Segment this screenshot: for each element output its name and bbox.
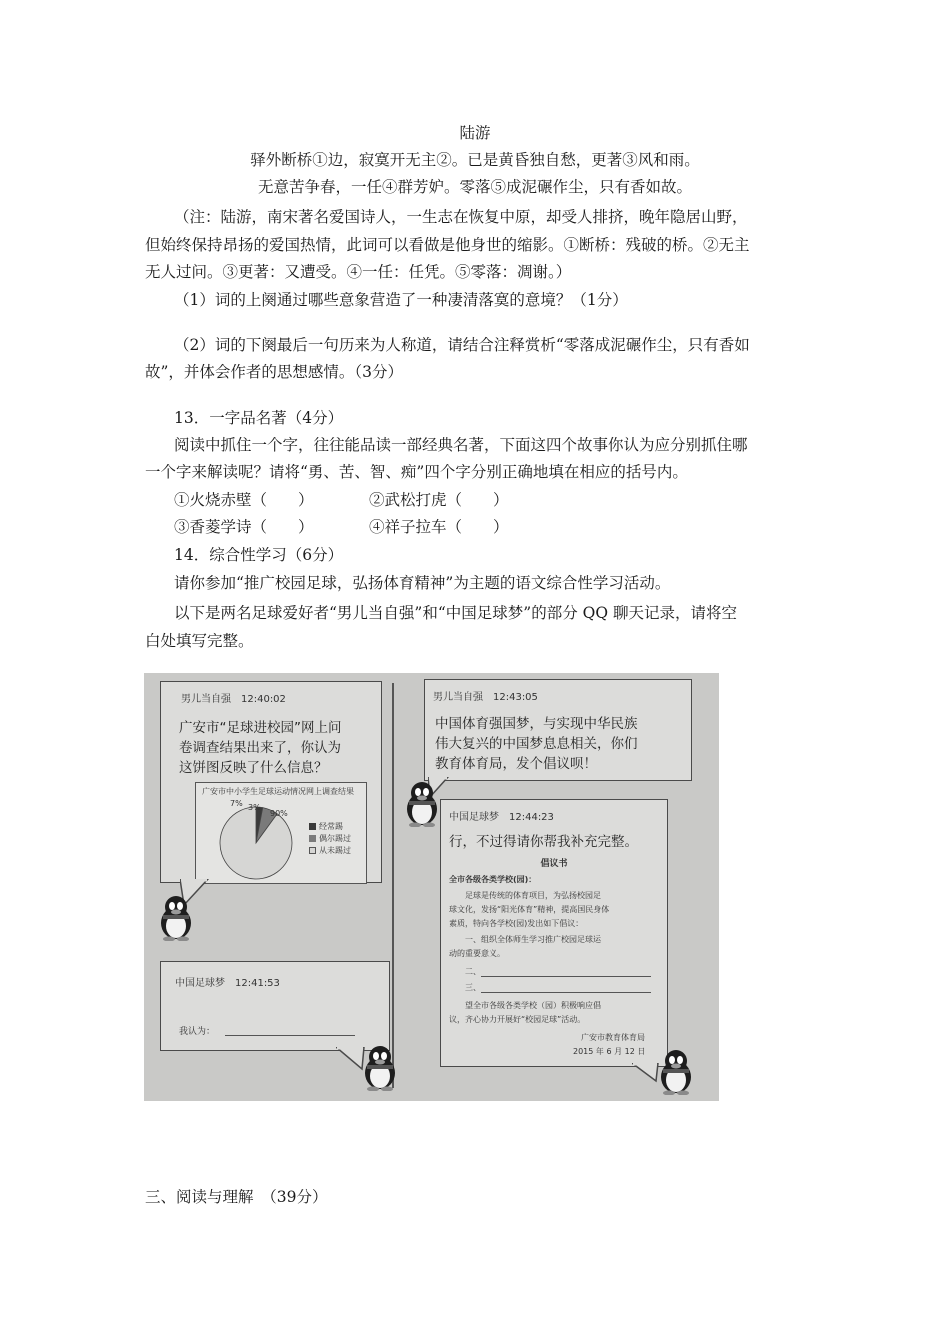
legend-label-2: 偶尔踢过 <box>319 834 351 843</box>
proposal-blank-2 <box>481 976 651 977</box>
q13-item-1: ①火烧赤壁（ ） <box>174 491 314 509</box>
proposal-p5: 动的重要意义。 <box>449 949 505 958</box>
q13-desc-line-1: 阅读中抓住一个字，往往能品读一部经典名著，下面这四个故事你认为应分别抓住哪 <box>174 436 748 454</box>
poem-note-line-1: （注：陆游，南宋著名爱国诗人，一生志在恢复中原，却受人排挤，晚年隐居山野， <box>174 208 748 226</box>
poem-note-line-3: 无人过问。③更著：又遭受。④一任：任凭。⑤零落：凋谢。） <box>145 263 572 281</box>
proposal-blank-3 <box>481 992 651 993</box>
q13-title: 13．一字品名著（4分） <box>174 409 344 427</box>
q13-item-4: ④祥子拉车（ ） <box>369 518 509 536</box>
bubble-1-header: 男儿当自强 12:40:02 <box>181 694 286 705</box>
section-3-heading: 三、阅读与理解 （39分） <box>145 1188 328 1206</box>
proposal-p2: 球文化，发扬“阳光体育”精神，提高国民身体 <box>449 905 610 914</box>
qq-penguin-icon <box>400 779 444 827</box>
bubble-1-line-1: 广安市“足球进校园”网上问 <box>179 720 342 736</box>
q14-title: 14．综合性学习（6分） <box>174 546 344 564</box>
question-2-line-1: （2）词的下阕最后一句历来为人称道，请结合注释赏析“零落成泥碾作尘，只有香如 <box>174 336 750 354</box>
chat-bubble-2 <box>160 961 390 1051</box>
chat-bubble-3 <box>424 679 692 781</box>
poem-line-1: 驿外断桥①边，寂寞开无主②。已是黄昏独自愁，更著③风和雨。 <box>250 151 700 169</box>
bubble-2-answer-line <box>225 1035 355 1036</box>
question-1: （1）词的上阕通过哪些意象营造了一种凄清落寞的意境？（1分） <box>174 291 628 309</box>
bubble-3-line-1: 中国体育强国梦，与实现中华民族 <box>435 716 638 732</box>
proposal-p1: 足球是传统的体育项目，为弘扬校园足 <box>465 891 601 900</box>
proposal-p9: 议，齐心协力开展好“校园足球”活动。 <box>449 1015 586 1024</box>
qq-penguin-icon <box>358 1043 402 1091</box>
bubble-3-line-2: 伟大复兴的中国梦息息相关，你们 <box>435 736 638 752</box>
pie-chart-panel <box>195 782 367 884</box>
pie-title: 广安市中小学生足球运动情况网上调查结果 <box>202 787 354 796</box>
bubble-4-header: 中国足球梦 12:44:23 <box>449 812 554 823</box>
qq-penguin-icon <box>654 1047 698 1095</box>
chat-bubble-1 <box>160 681 382 883</box>
q14-desc2-line-2: 白处填写完整。 <box>145 632 254 650</box>
legend-label-1: 经常踢 <box>319 822 343 831</box>
q13-desc-line-2: 一个字来解读呢？请将“勇、苦、智、痴”四个字分别正确地填在相应的括号内。 <box>145 463 688 481</box>
q13-item-2: ②武松打虎（ ） <box>369 491 509 509</box>
bubble-1-line-3: 这饼图反映了什么信息？ <box>179 760 328 776</box>
q14-desc: 请你参加“推广校园足球，弘扬体育精神”为主题的语文综合性学习活动。 <box>174 574 671 592</box>
qq-chat-photo <box>144 673 719 1101</box>
legend-swatch-1 <box>309 823 316 830</box>
bubble-3-header: 男儿当自强 12:43:05 <box>433 692 538 703</box>
proposal-signature: 广安市教育体育局 <box>581 1033 645 1042</box>
bubble-3-line-3: 教育体育局，发个倡议呗！ <box>435 756 597 772</box>
divider-line <box>392 683 394 1088</box>
chat-bubble-4 <box>440 799 668 1067</box>
bubble-4-line-1: 行，不过得请你帮我补充完整。 <box>449 834 638 850</box>
bubble-1-line-2: 卷调查结果出来了，你认为 <box>179 740 341 756</box>
bubble-2-header: 中国足球梦 12:41:53 <box>175 978 280 989</box>
legend-label-3: 从未踢过 <box>319 846 351 855</box>
proposal-title: 倡议书 <box>540 859 568 869</box>
proposal-p6: 二、 <box>465 967 481 976</box>
legend-swatch-3 <box>309 847 316 854</box>
proposal-date: 2015 年 6 月 12 日 <box>573 1047 646 1056</box>
pie-label-3: 3% <box>248 803 261 812</box>
poem-note-line-2: 但始终保持昂扬的爱国热情，此词可以看做是他身世的缩影。①断桥：残破的桥。②无主 <box>145 236 750 254</box>
legend-swatch-2 <box>309 835 316 842</box>
qq-penguin-icon <box>154 893 198 941</box>
q13-item-3: ③香菱学诗（ ） <box>174 518 314 536</box>
proposal-p8: 望全市各级各类学校（园）积极响应倡 <box>465 1001 601 1010</box>
pie-label-90: 90% <box>270 809 288 818</box>
bubble-2-answer-label: 我认为： <box>179 1027 216 1037</box>
poem-line-2: 无意苦争春，一任④群芳妒。零落⑤成泥碾作尘，只有香如故。 <box>257 178 692 196</box>
proposal-p3: 素质，特向各学校(园)发出如下倡议： <box>449 919 584 928</box>
question-2-line-2: 故”，并体会作者的思想感情。（3分） <box>145 363 404 381</box>
q14-desc2-line-1: 以下是两名足球爱好者“男儿当自强”和“中国足球梦”的部分 QQ 聊天记录，请将空 <box>174 604 737 622</box>
poem-author: 陆游 <box>459 124 491 142</box>
proposal-salutation: 全市各级各类学校(园)： <box>449 875 537 884</box>
proposal-p7: 三、 <box>465 983 481 992</box>
pie-label-7: 7% <box>230 799 243 808</box>
proposal-p4: 一、组织全体师生学习推广校园足球运 <box>465 935 601 944</box>
